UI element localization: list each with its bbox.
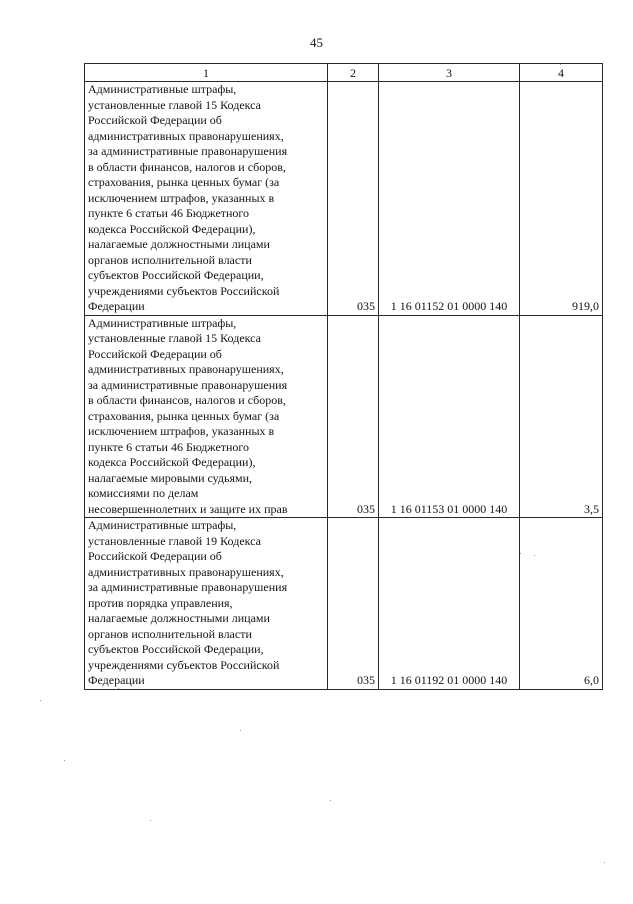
- scan-speck: [118, 688, 119, 689]
- description-line: административных правонарушениях,: [88, 564, 284, 579]
- description-line: Административные штрафы,: [88, 315, 237, 330]
- description-line: субъектов Российской Федерации,: [88, 642, 264, 656]
- description-line: в области финансов, налогов и сборов,: [88, 159, 286, 174]
- header-col-1: 1: [85, 64, 328, 82]
- description-line: исключением штрафов, указанных в: [88, 190, 275, 205]
- scan-speck: [604, 862, 605, 863]
- kbk-cell: 1 16 01152 01 0000 140: [379, 82, 520, 316]
- description-line: административных правонарушениях,: [88, 128, 284, 143]
- description-cell: [85, 518, 328, 690]
- scan-speck: [64, 760, 65, 761]
- table-row: [85, 82, 603, 316]
- description-line: пункте 6 статьи 46 Бюджетного: [88, 439, 250, 454]
- scan-speck: [534, 555, 535, 556]
- description-line: Российской Федерации об: [88, 346, 222, 361]
- description-line: Федерации: [88, 299, 145, 313]
- description-line: Российской Федерации об: [88, 113, 222, 127]
- description-cell: [85, 315, 328, 518]
- description-line: за административные правонарушения: [88, 144, 288, 158]
- amount-cell: 3,5: [520, 315, 603, 518]
- header-col-2: 2: [328, 64, 379, 82]
- description-line: Федерации: [88, 673, 145, 687]
- header-col-3: 3: [379, 64, 520, 82]
- table-row: [85, 315, 603, 518]
- description-line: исключением штрафов, указанных в: [88, 424, 275, 438]
- description-line: пункте 6 статьи 46 Бюджетного: [88, 206, 250, 220]
- description-line: Административные штрафы,: [88, 82, 237, 96]
- code-cell: 035: [328, 315, 379, 518]
- description-line: против порядка управления,: [88, 595, 233, 610]
- description-line: за административные правонарушения: [88, 377, 288, 392]
- scan-speck: [40, 700, 41, 701]
- scan-speck: [240, 730, 241, 731]
- description-line: субъектов Российской Федерации,: [88, 268, 264, 282]
- description-line: налагаемые должностными лицами: [88, 611, 270, 625]
- description-line: налагаемые мировыми судьями,: [88, 470, 253, 485]
- fines-table: [84, 63, 603, 690]
- description-line: несовершеннолетних и защите их прав: [88, 501, 288, 516]
- description-line: за административные правонарушения: [88, 580, 288, 594]
- description-line: комиссиями по делам: [88, 486, 199, 500]
- description-line: учреждениями субъектов Российской: [88, 283, 280, 298]
- kbk-cell: 1 16 01192 01 0000 140: [379, 518, 520, 690]
- description-cell: [85, 82, 328, 316]
- description-line: страхования, рынка ценных бумаг (за: [88, 175, 280, 189]
- scan-speck: [330, 800, 331, 801]
- scan-speck: [560, 64, 561, 65]
- description-line: Административные штрафы,: [88, 518, 237, 532]
- code-cell: 035: [328, 82, 379, 316]
- scan-speck: [520, 553, 521, 554]
- table-header-row: [85, 64, 603, 82]
- description-line: кодекса Российской Федерации),: [88, 221, 256, 236]
- kbk-cell: 1 16 01153 01 0000 140: [379, 315, 520, 518]
- scan-speck: [150, 820, 151, 821]
- page-number: 45: [310, 35, 323, 50]
- description-line: страхования, рынка ценных бумаг (за: [88, 408, 280, 423]
- description-line: установленные главой 19 Кодекса: [88, 533, 261, 548]
- description-line: Российской Федерации об: [88, 549, 222, 563]
- description-line: кодекса Российской Федерации),: [88, 455, 256, 469]
- code-cell: 035: [328, 518, 379, 690]
- description-line: учреждениями субъектов Российской: [88, 657, 280, 672]
- description-line: установленные главой 15 Кодекса: [88, 97, 261, 112]
- amount-cell: 6,0: [520, 518, 603, 690]
- description-line: органов исполнительной власти: [88, 626, 252, 641]
- table-row: [85, 518, 603, 690]
- description-line: в области финансов, налогов и сборов,: [88, 393, 286, 407]
- header-col-4: 4: [520, 64, 603, 82]
- amount-cell: 919,0: [520, 82, 603, 316]
- description-line: налагаемые должностными лицами: [88, 237, 270, 251]
- description-line: административных правонарушениях,: [88, 362, 284, 376]
- description-line: органов исполнительной власти: [88, 252, 252, 267]
- description-line: установленные главой 15 Кодекса: [88, 331, 261, 345]
